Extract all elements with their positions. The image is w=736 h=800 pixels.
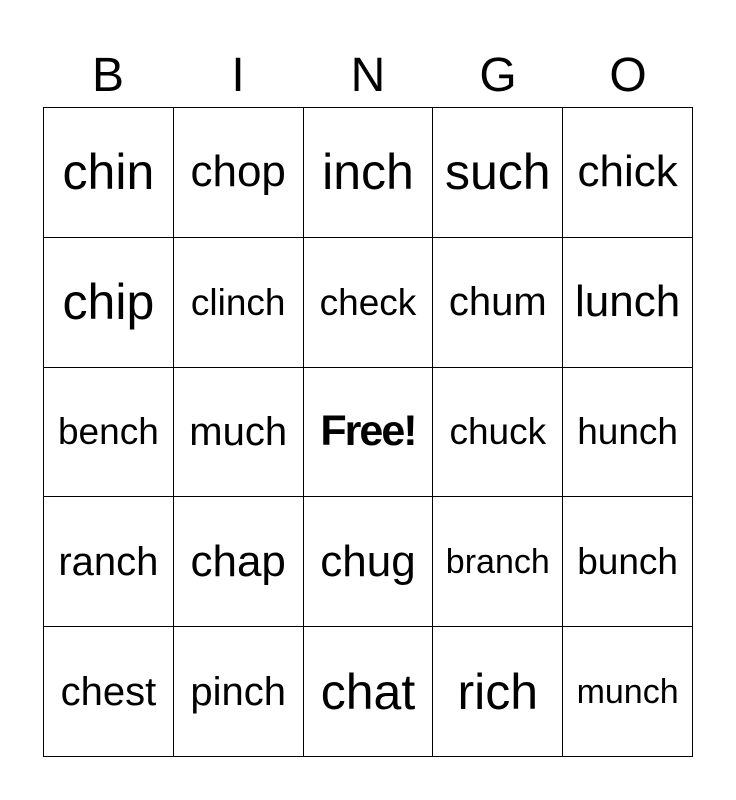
- bingo-cell[interactable]: rich: [433, 627, 563, 757]
- bingo-cell[interactable]: branch: [433, 497, 563, 627]
- bingo-cell[interactable]: check: [304, 238, 434, 368]
- bingo-cell[interactable]: bunch: [563, 497, 693, 627]
- bingo-cell[interactable]: inch: [304, 108, 434, 238]
- bingo-cell[interactable]: ranch: [44, 497, 174, 627]
- bingo-cell[interactable]: chip: [44, 238, 174, 368]
- bingo-cell[interactable]: clinch: [174, 238, 304, 368]
- header-letter-i: I: [231, 49, 245, 102]
- bingo-cell[interactable]: chuck: [433, 368, 563, 498]
- bingo-cell[interactable]: pinch: [174, 627, 304, 757]
- header-letter-o: O: [609, 49, 647, 102]
- bingo-cell[interactable]: such: [433, 108, 563, 238]
- bingo-cell[interactable]: chop: [174, 108, 304, 238]
- bingo-cell[interactable]: chum: [433, 238, 563, 368]
- bingo-cell[interactable]: munch: [563, 627, 693, 757]
- bingo-cell[interactable]: chap: [174, 497, 304, 627]
- bingo-cell[interactable]: chug: [304, 497, 434, 627]
- bingo-board: [43, 107, 693, 757]
- header-letter-g: G: [479, 49, 517, 102]
- free-space-cell[interactable]: Free!: [304, 368, 434, 498]
- header-letter-n: N: [350, 49, 386, 102]
- bingo-cell[interactable]: hunch: [563, 368, 693, 498]
- bingo-cell[interactable]: much: [174, 368, 304, 498]
- bingo-cell[interactable]: chick: [563, 108, 693, 238]
- bingo-cell[interactable]: chin: [44, 108, 174, 238]
- bingo-cell[interactable]: chest: [44, 627, 174, 757]
- bingo-header: [43, 48, 694, 104]
- bingo-cell[interactable]: lunch: [563, 238, 693, 368]
- header-letter-b: B: [91, 49, 124, 102]
- bingo-cell[interactable]: chat: [304, 627, 434, 757]
- bingo-cell[interactable]: bench: [44, 368, 174, 498]
